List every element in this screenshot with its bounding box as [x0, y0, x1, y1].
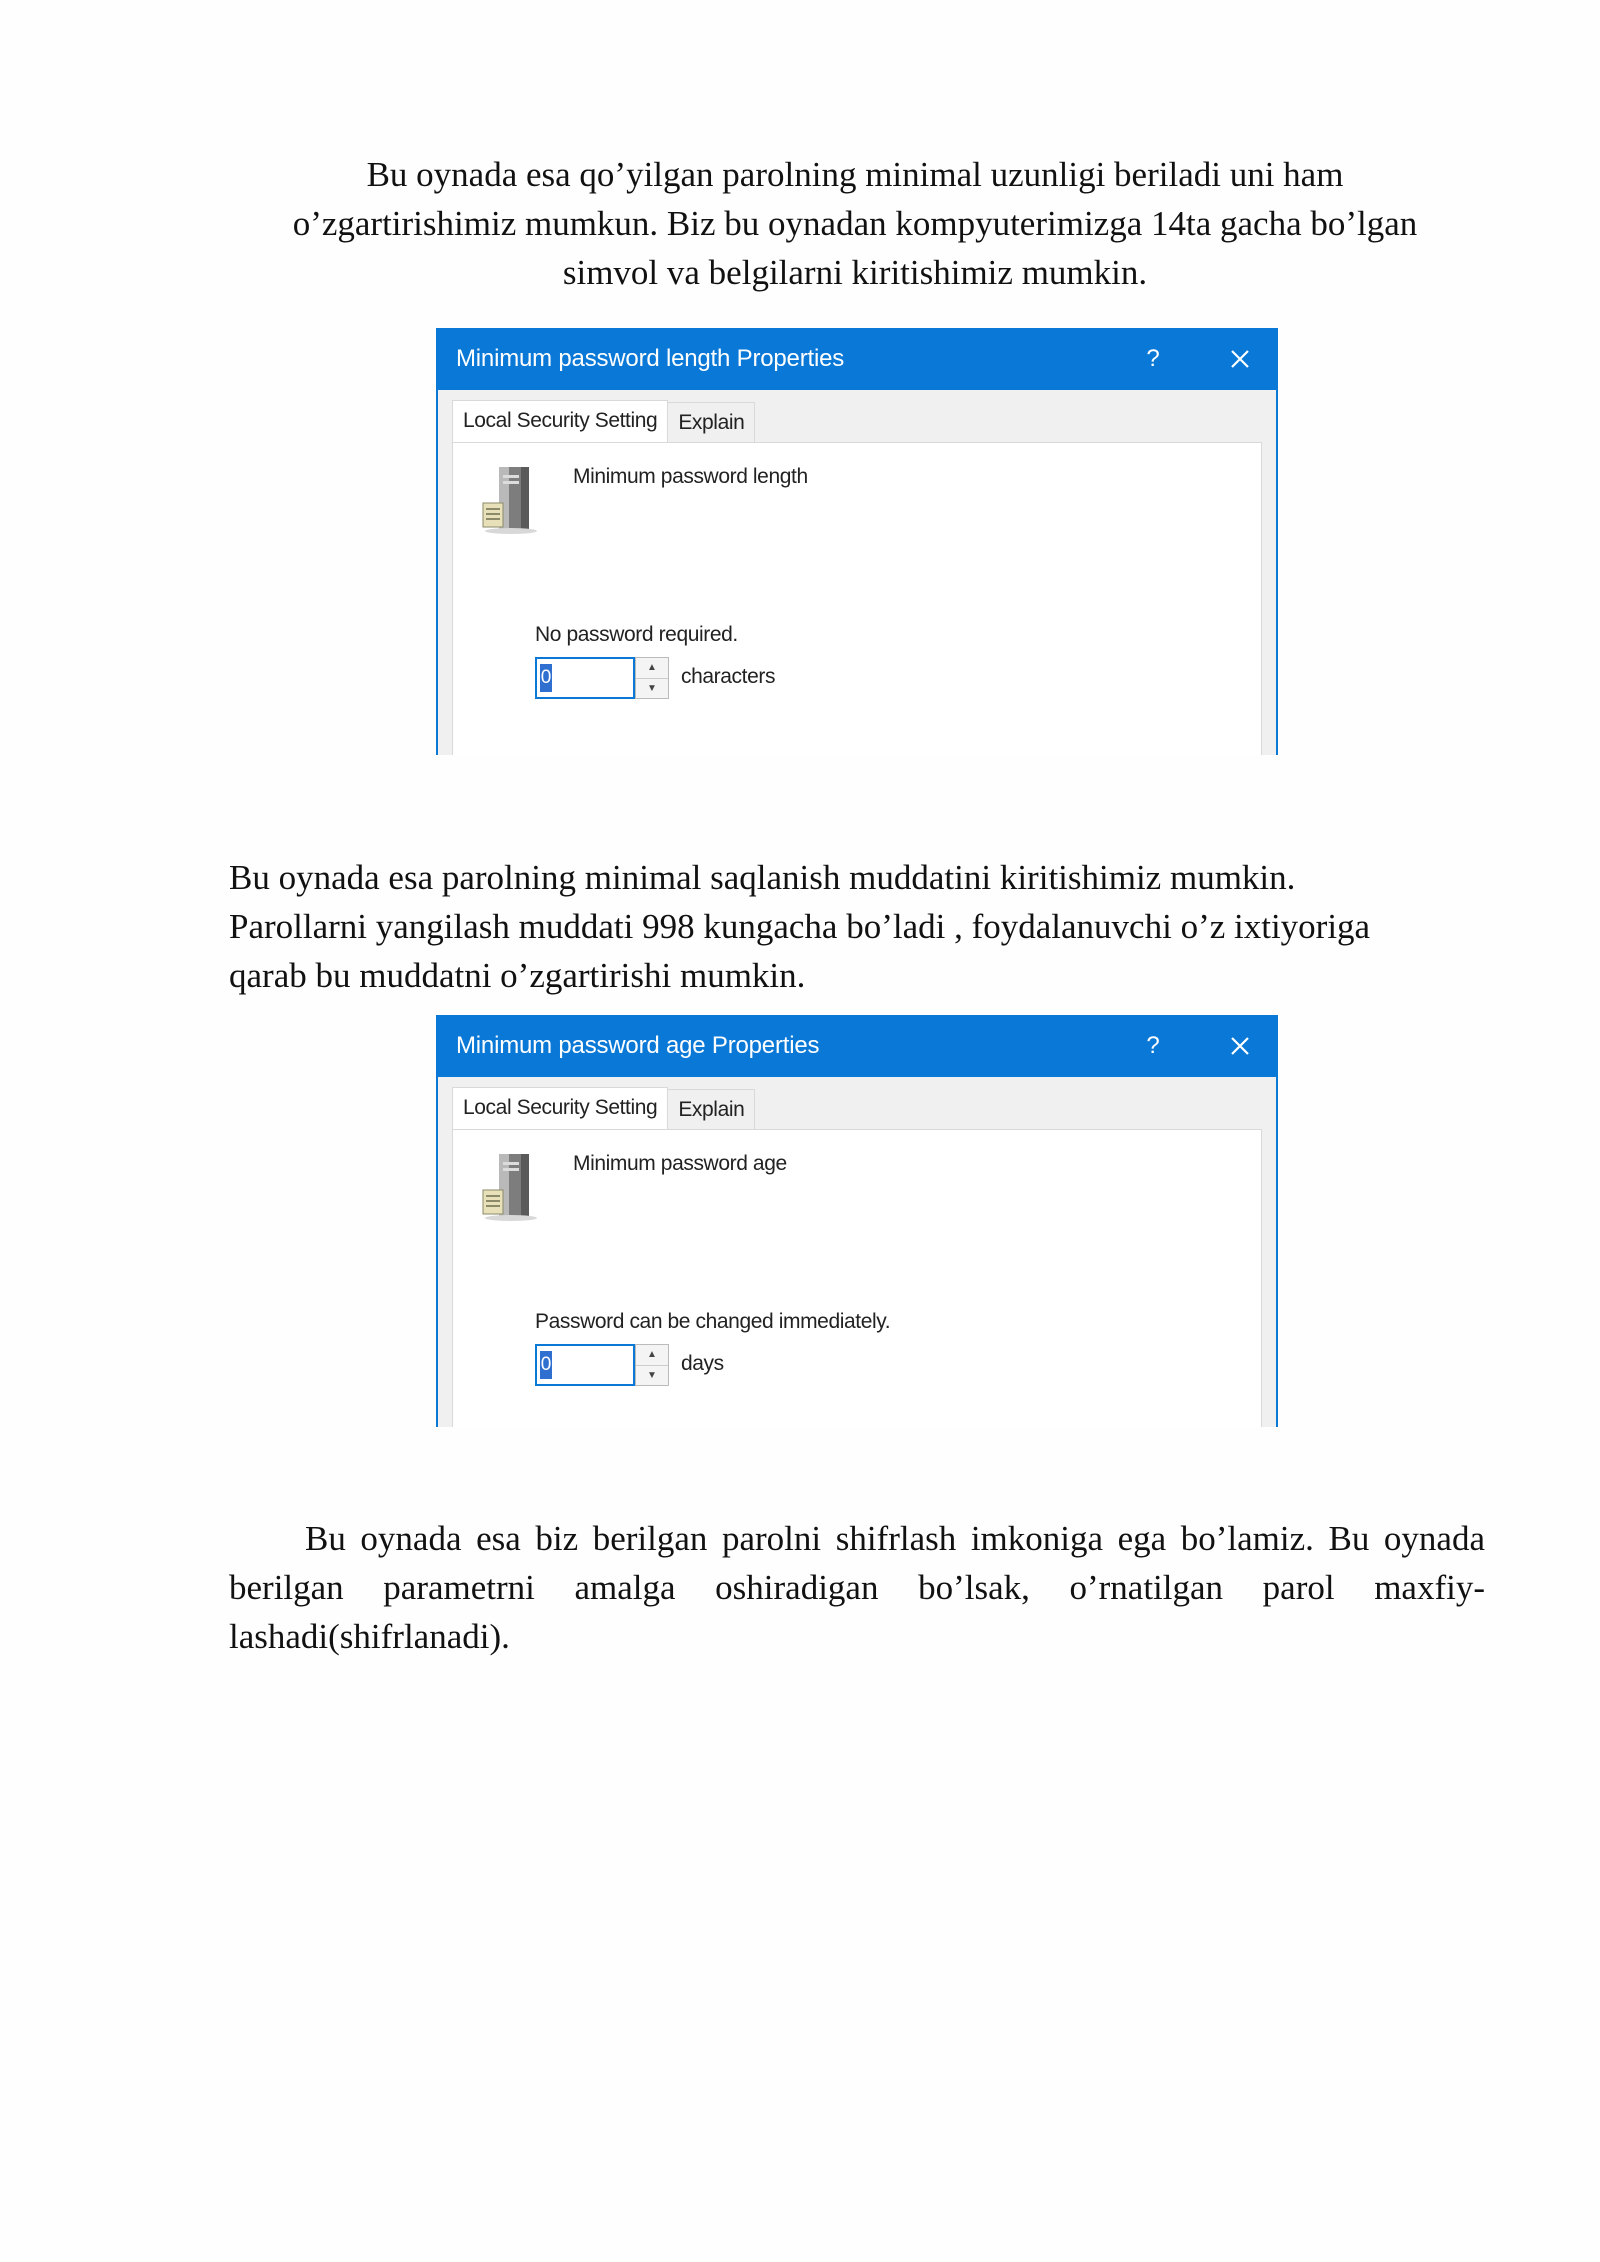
- server-icon: [477, 463, 541, 535]
- stepper-down-icon[interactable]: ▼: [647, 682, 657, 694]
- status-text: Password can be changed immediately.: [535, 1310, 891, 1333]
- dialog-title: Minimum password age Properties: [456, 1032, 820, 1059]
- stepper-buttons: [635, 1344, 669, 1386]
- days-stepper[interactable]: [535, 1344, 671, 1388]
- stepper-up-icon[interactable]: ▲: [636, 1345, 668, 1366]
- window-border: [436, 390, 438, 755]
- stepper-up-icon[interactable]: ▲: [636, 658, 668, 679]
- text-line: Bu oynada esa parolning minimal saqlanish muddatini kiritishimiz mumkin.: [229, 858, 1296, 897]
- unit-label: days: [681, 1352, 724, 1375]
- window-border: [1276, 1077, 1278, 1427]
- tab-local-security-setting[interactable]: Local Security Setting: [452, 1087, 668, 1130]
- policy-name: Minimum password age: [573, 1152, 787, 1175]
- close-button[interactable]: [1212, 1015, 1268, 1077]
- unit-label: characters: [681, 665, 776, 688]
- dialog-title: Minimum password length Properties: [456, 345, 845, 372]
- server-icon: [477, 1150, 541, 1222]
- stepper-down-icon[interactable]: ▼: [647, 1369, 657, 1381]
- tab-local-security-setting[interactable]: Local Security Setting: [452, 400, 668, 443]
- days-value: 0: [540, 1351, 552, 1379]
- tab-panel: [452, 1129, 1262, 1427]
- text-line: o’zgartirishimiz mumkun. Biz bu oynadan kompyuterimizga 14ta gacha bo’lgan: [292, 204, 1418, 243]
- dialog-min-password-age: [436, 1015, 1278, 1427]
- text-line: simvol va belgilarni kiritishimiz mumkin.: [562, 253, 1148, 292]
- text-line: Bu oynada esa qo’yilgan parolning minimal uzunligi beriladi uni ham: [366, 155, 1344, 194]
- close-icon: [1230, 1036, 1250, 1056]
- paragraph-min-age: [229, 853, 1489, 1000]
- text-line: qarab bu muddatni o’zgartirishi mumkin.: [229, 956, 806, 995]
- status-text: No password required.: [535, 623, 738, 646]
- stepper-buttons: [635, 657, 669, 699]
- length-stepper[interactable]: [535, 657, 671, 701]
- paragraph-encryption: [229, 1514, 1485, 1661]
- tab-strip: [452, 402, 755, 442]
- dialog-titlebar: [436, 328, 1278, 390]
- length-value: 0: [540, 664, 552, 692]
- tab-explain[interactable]: Explain: [668, 1089, 755, 1130]
- dialog-titlebar: [436, 1015, 1278, 1077]
- close-icon: [1230, 349, 1250, 369]
- dialog-min-password-length: [436, 328, 1278, 755]
- help-button[interactable]: ?: [1146, 1032, 1160, 1059]
- paragraph-min-length: [230, 150, 1480, 297]
- policy-name: Minimum password length: [573, 465, 808, 488]
- help-button[interactable]: ?: [1146, 345, 1160, 372]
- tab-strip: [452, 1089, 755, 1129]
- tab-explain[interactable]: Explain: [668, 402, 755, 443]
- text-line: Parollarni yangilash muddati 998 kungacha bo’ladi , foydalanuvchi o’z ixtiyoriga: [229, 907, 1371, 946]
- window-border: [1276, 390, 1278, 755]
- window-border: [436, 1077, 438, 1427]
- text-body: Bu oynada esa biz berilgan parolni shifrlash imkoniga ega bo’lamiz. Bu oynada berilgan parametrni amalga oshiradigan bo’lsak, o’rnatilgan parol maxfiy-lashadi(shifrlanadi).: [229, 1519, 1485, 1656]
- close-button[interactable]: [1212, 328, 1268, 390]
- tab-panel: [452, 442, 1262, 755]
- length-input[interactable]: [535, 657, 635, 699]
- days-input[interactable]: [535, 1344, 635, 1386]
